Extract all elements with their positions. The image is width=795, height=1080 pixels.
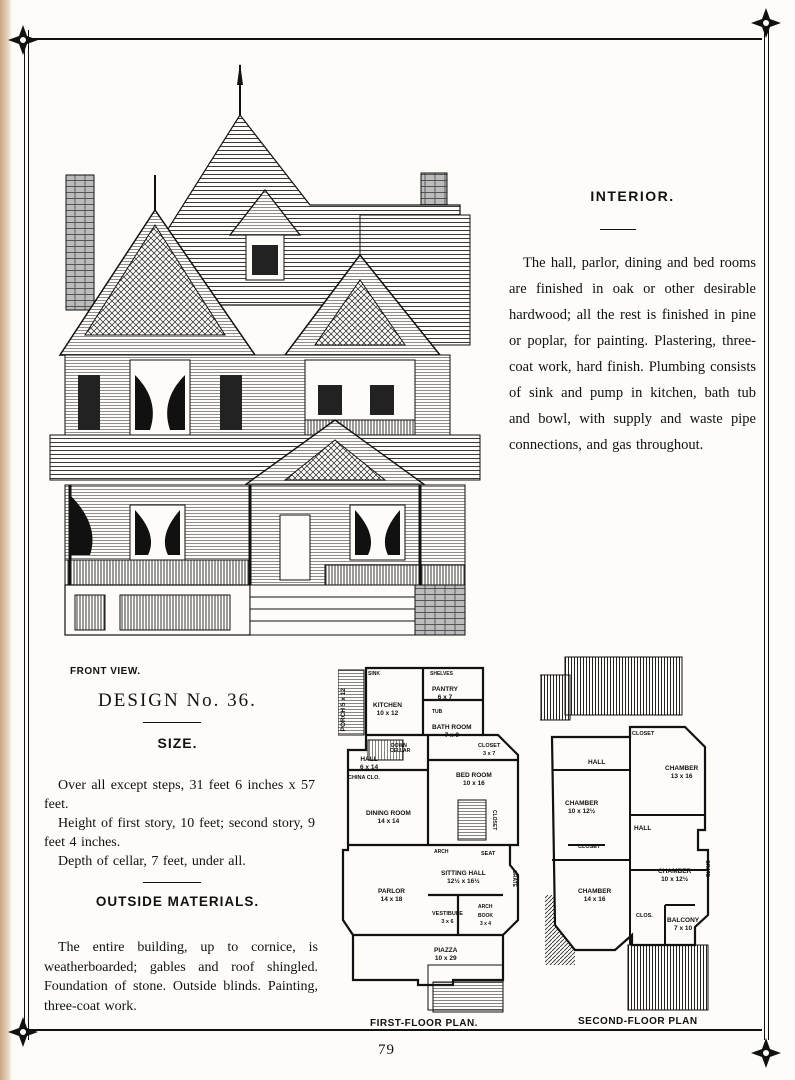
size-line: Height of first story, 10 feet; second story, 9 feet 4 inches. — [44, 816, 315, 850]
corner-ornament-icon — [8, 1017, 38, 1047]
room-label: BALCONY 7 x 10 — [667, 917, 700, 932]
room-label: SITTING HALL 12½ x 16½ — [441, 870, 486, 885]
size-line: Over all except steps, 31 feet 6 inches x 57 feet. — [44, 778, 315, 812]
corner-ornament-icon — [751, 1038, 781, 1068]
room-label: CHINA CLO. — [348, 775, 380, 781]
room-label: CLOSET — [491, 810, 497, 831]
second-floor-plan-drawing — [540, 655, 720, 1015]
room-label: HALL 6 x 14 — [360, 756, 379, 771]
frame-top-rule — [28, 38, 762, 40]
room-label: PANTRY 6 x 7 — [432, 686, 458, 701]
room-label: GRATE — [704, 860, 710, 878]
room-label: BOOK 3 x 4 — [478, 913, 493, 927]
materials-heading: OUTSIDE MATERIALS. — [95, 894, 260, 909]
corner-ornament-icon — [8, 25, 38, 55]
interior-heading-rule — [600, 229, 636, 230]
first-floor-plan-caption: FIRST-FLOOR PLAN. — [370, 1018, 478, 1029]
materials-text: The entire building, up to cornice, is weatherboarded; gables and roof shingled. Foundation of stone. Outside blinds. Painting, three-coat work. — [44, 940, 318, 1014]
room-label: CLOSET 3 x 7 — [478, 743, 501, 757]
room-label: GRATE — [511, 870, 517, 888]
room-label: ARCH — [434, 849, 449, 855]
room-label: ARCH — [478, 904, 493, 910]
frame-left-rule — [24, 30, 29, 1040]
room-label: SEAT — [481, 851, 496, 857]
room-label: CHAMBER 13 x 16 — [665, 765, 699, 780]
front-view-illustration — [40, 55, 490, 645]
size-section-rule — [143, 882, 201, 883]
room-label: DINING ROOM 14 x 14 — [366, 810, 411, 825]
room-label: CHAMBER 10 x 12½ — [658, 868, 692, 883]
room-label: PIAZZA 10 x 29 — [434, 947, 458, 962]
room-label: SHELVES — [430, 671, 453, 677]
corner-ornament-icon — [751, 8, 781, 38]
room-label: DOWN CELLAR — [390, 743, 411, 754]
room-label: CHAMBER 10 x 12½ — [565, 800, 599, 815]
room-label: PARLOR 14 x 18 — [378, 888, 405, 903]
room-label: BED ROOM 10 x 16 — [456, 772, 492, 787]
room-label: CLOSET — [632, 731, 655, 737]
room-label: BATH ROOM 7 x 9 — [432, 724, 472, 739]
room-label: HALL — [634, 825, 652, 832]
room-label: PORCH 5 x 12 — [340, 688, 347, 732]
room-label: SINK — [368, 671, 380, 677]
interior-heading: INTERIOR. — [590, 188, 675, 204]
room-label: CLOSET — [578, 844, 601, 850]
frame-right-rule — [764, 30, 769, 1040]
page-number: 79 — [378, 1042, 395, 1058]
room-label: HALL — [588, 759, 606, 766]
second-floor-plan — [540, 655, 720, 1015]
design-title-rule — [143, 722, 201, 723]
room-label: TUB — [432, 709, 443, 715]
front-view-caption: FRONT VIEW. — [70, 666, 141, 677]
design-title: DESIGN No. 36. — [98, 690, 257, 711]
size-text — [44, 776, 315, 871]
room-label: CLOS. — [636, 913, 653, 919]
first-floor-plan — [338, 660, 528, 1015]
room-label: CHAMBER 14 x 16 — [578, 888, 612, 903]
size-heading: SIZE. — [157, 735, 198, 751]
room-label: VESTIBULE 3 x 6 — [432, 911, 463, 925]
book-binding-edge — [0, 0, 12, 1080]
interior-text: The hall, parlor, dining and bed rooms are finished in oak or other desirable hardwood; all the rest is finished in pine or poplar, for painting. Plastering, three-coat work, hard finish. Plumbing consists of sink and pump in kitchen, bath tub and bowl, with supply and waste pipe connections, and gas throughout. — [509, 255, 756, 453]
size-line: Depth of cellar, 7 feet, under all. — [58, 854, 246, 869]
second-floor-plan-caption: SECOND-FLOOR PLAN — [578, 1016, 698, 1027]
room-label: KITCHEN 10 x 12 — [373, 702, 402, 717]
frame-bottom-rule — [28, 1029, 762, 1031]
